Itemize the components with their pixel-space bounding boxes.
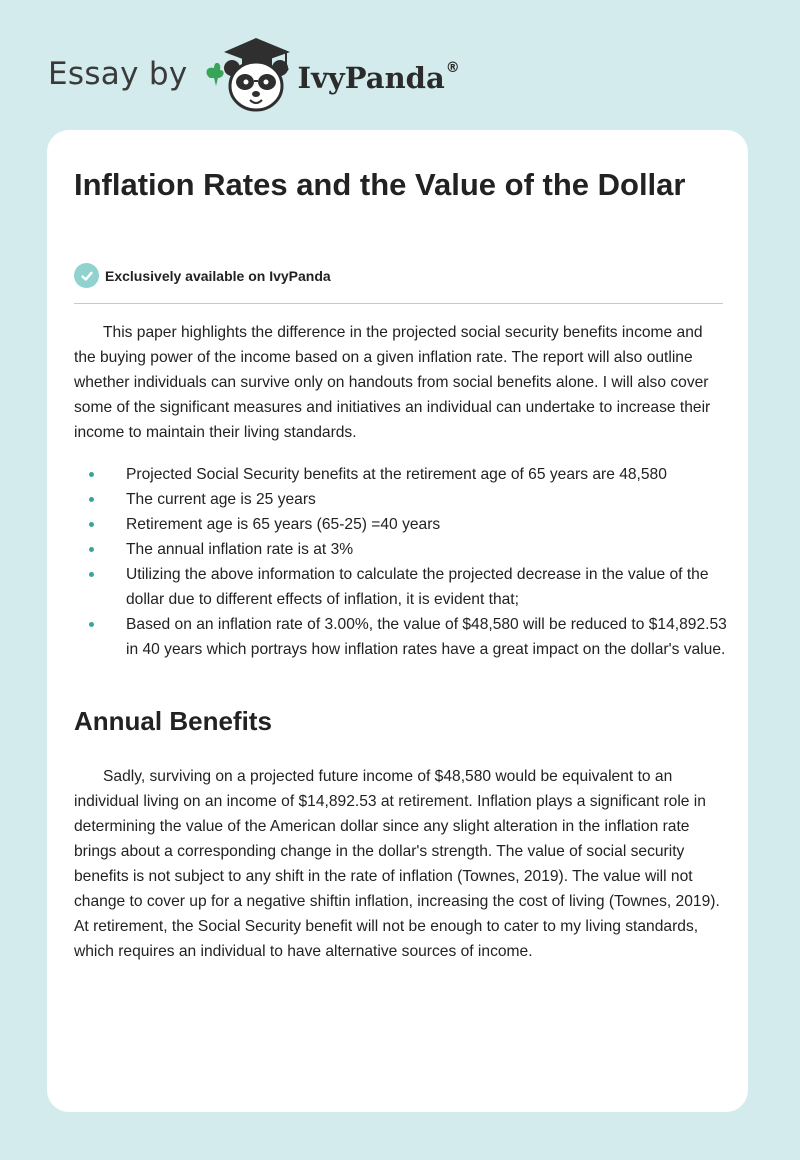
list-item xyxy=(74,512,734,537)
divider xyxy=(74,303,723,304)
bullet-icon xyxy=(89,472,94,477)
check-icon xyxy=(74,263,99,288)
list-item-text: The annual inflation rate is at 3% xyxy=(126,541,354,558)
site-header xyxy=(48,34,460,114)
intro-paragraph: This paper highlights the difference in the projected social security benefits income and the buying power of the income based on a given inflation rate. The report will also outline whether individuals can survive only on handouts from social benefits alone. I will also cover some of the significant measures and initiatives an individual can undertake to increase their income to maintain their living standards. xyxy=(74,324,711,441)
bullet-icon xyxy=(89,522,94,527)
bullet-icon xyxy=(89,547,94,552)
list-item xyxy=(74,612,734,662)
brand-name[interactable] xyxy=(298,60,460,95)
list-item-text: Utilizing the above information to calculate the projected decrease in the value of the dollar due to different effects of inflation, it is evident that; xyxy=(126,566,709,608)
list-item-text: The current age is 25 years xyxy=(126,491,316,508)
brand-text: IvyPanda xyxy=(297,60,445,95)
panda-logo-icon xyxy=(202,34,294,114)
bullet-list xyxy=(74,462,734,662)
essay-by-label: Essay by xyxy=(48,56,188,92)
essay-card xyxy=(47,130,748,1112)
section-heading: Annual Benefits xyxy=(74,706,272,736)
bullet-icon xyxy=(89,497,94,502)
list-item xyxy=(74,487,734,512)
bullet-icon xyxy=(89,622,94,627)
exclusive-badge xyxy=(74,263,331,288)
list-item xyxy=(74,562,734,612)
list-item xyxy=(74,462,734,487)
list-item-text: Projected Social Security benefits at the retirement age of 65 years are 48,580 xyxy=(126,466,667,483)
list-item xyxy=(74,537,734,562)
list-item-text: Retirement age is 65 years (65-25) =40 years xyxy=(126,516,441,533)
page-title: Inflation Rates and the Value of the Dollar xyxy=(74,167,686,202)
bullet-icon xyxy=(89,572,94,577)
exclusive-label: Exclusively available on IvyPanda xyxy=(105,267,331,284)
registered-mark: ® xyxy=(445,59,460,76)
section-paragraph: Sadly, surviving on a projected future income of $48,580 would be equivalent to an individual living on an income of $14,892.53 at retirement. Inflation plays a significant role in determining the value of the American dollar since any slight alteration in the inflation rate brings about a corresponding change in the dollar's strength. The value of social security benefits is not subject to any shift in the rate of inflation (Townes, 2019). The value will not change to cover up for a negative shiftin inflation, increasing the cost of living (Townes, 2019). At retirement, the Social Security benefit will not be enough to cater to my living standards, which requires an individual to have alternative sources of income. xyxy=(74,768,720,960)
list-item-text: Based on an inflation rate of 3.00%, the value of $48,580 will be reduced to $14,892.53 in 40 years which portrays how inflation rates have a great impact on the dollar's value. xyxy=(126,616,727,658)
